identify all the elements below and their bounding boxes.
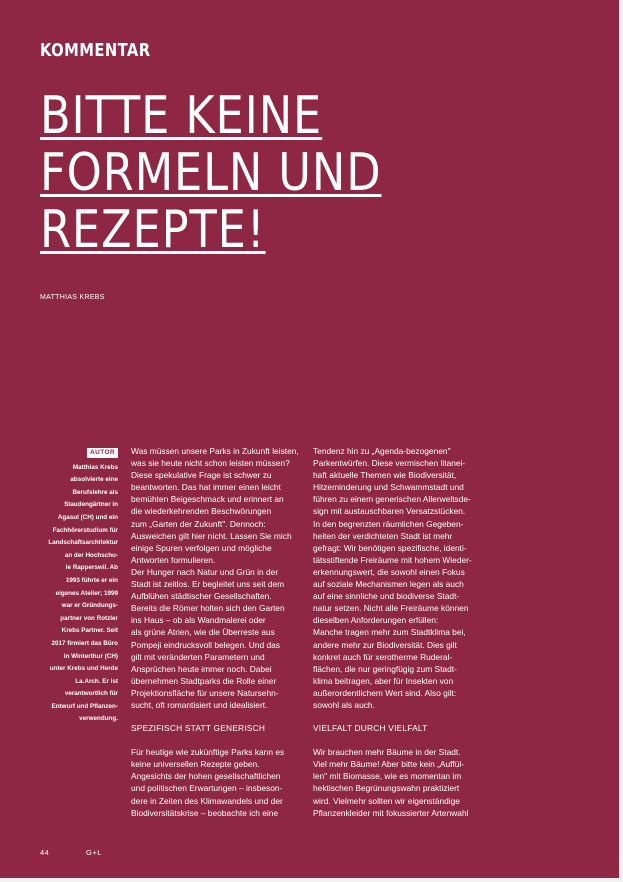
byline: MATTHIAS KREBS <box>40 294 105 301</box>
body-column-right <box>313 445 483 819</box>
page-number: 44 <box>40 848 50 857</box>
headline-line-1: BITTE KEINE <box>40 86 323 146</box>
subheading: SPEZIFISCH STATT GENERISCH <box>131 723 266 734</box>
author-sidebar <box>40 447 118 726</box>
author-badge: AUTOR <box>87 448 118 458</box>
body-paragraph: Für heutige wie zukünftige Parks kann es keine universellen Rezepte geben. Angesichts der hohen gesellschaftlichen und politischen Erwartungen – insbeson- dere in Zeiten des Klimawandels und der Biodiversitätskrise – beobachte ich eine <box>131 747 285 818</box>
section-kicker: KOMMENTAR <box>40 40 151 61</box>
body-paragraph: Was müssen unsere Parks in Zukunft leisten, was sie heute nicht schon leisten müssen? Diese spekulative Frage ist schwer zu beantworten. Das hat immer einen leicht bemühten Beigeschmack und erinnert an die wiederkehrenden Beschwörungen zum „Garten der Zukunft". Dennoch: Ausweichen gilt hier nicht. Lassen Sie mich einige Spuren verfolgen und mögliche Antworten formulieren. Der Hunger nach Natur und Grün in der Stadt ist zeitlos. Er begleitet uns seit dem Aufblühen städtischer Gesellschaften. Bereits die Römer holten sich den Garten ins Haus – ob als Wandmalerei oder als grüne Atrien, wie die Überreste aus Pompeji eindrucksvoll belegen. Und das gilt mit veränderten Parametern und Ansprüchen heute immer noch. Dabei übernehmen Stadtparks die Rolle einer Projektionsfläche für unsere Natursehn- sucht, oft romantisiert und idealisiert. <box>131 446 299 710</box>
body-column-left <box>131 445 301 819</box>
headline <box>40 88 600 259</box>
page-edge <box>0 878 623 882</box>
subheading: VIELFALT DURCH VIELFALT <box>313 723 428 734</box>
page-edge <box>619 0 623 882</box>
headline-line-3: REZEPTE! <box>40 200 266 260</box>
author-bio: Matthias Krebs absolvierte eine Berufslehre als Staudengärtner in Agasul (CH) und ein Fachhörerstudium für Landschaftsarchitektur an der Hochschu- le Rapperswil. Ab 1993 führte er ein eigenes Atelier; 1999 war er Gründungs- partner von Rotzler Krebs Partner. Seit 2017 firmiert das Büro in Winterthur (CH) unter Krebs und Herde La.Arch. Er ist verantwortlich für Entwurf und Pflanzen- verwendung. <box>48 463 118 723</box>
body-paragraph: Tendenz hin zu „Agenda-bezogenen" Parkentwürfen. Diese vermischen litanei- haft aktuelle Themen wie Biodiversität, Hitzeminderung und Schwammstadt und führen zu einem generischen Allerweltsde- sign mit austauschbaren Versatzstücken. In den begrenzten räumlichen Gegeben- heiten der verdichteten Stadt ist mehr gefragt: Wir benötigen spezifische, identi- tätsstiftende Freiräume mit hohem Wieder- erkennungswert, die sowohl einen Fokus auf soziale Mechanismen legen als auch auf eine sinnliche und biodiverse Stadt- natur setzen. Nicht alle Freiräume können dieselben Anforderungen erfüllen: Manche tragen mehr zum Stadtklima bei, andere mehr zur Biodiversität. Dies gilt konkret auch für xerotherme Ruderal- flächen, die nur geringfügig zum Stadt- klima beitragen, aber für Insekten von außerordentlichem Wert sind. Also gilt: sowohl als auch. <box>313 446 472 710</box>
headline-line-2: FORMELN UND <box>40 143 382 203</box>
magazine-name: G+L <box>86 848 102 857</box>
body-paragraph: Wir brauchen mehr Bäume in der Stadt. Viel mehr Bäume! Aber bitte kein „Auffül- len" mit Biomasse, wie es momentan im hektischen Begrünungswahn praktiziert wird. Vielmehr sollten wir eigenständige Pflanzenkleider mit fokussierter Artenwahl <box>313 747 469 818</box>
